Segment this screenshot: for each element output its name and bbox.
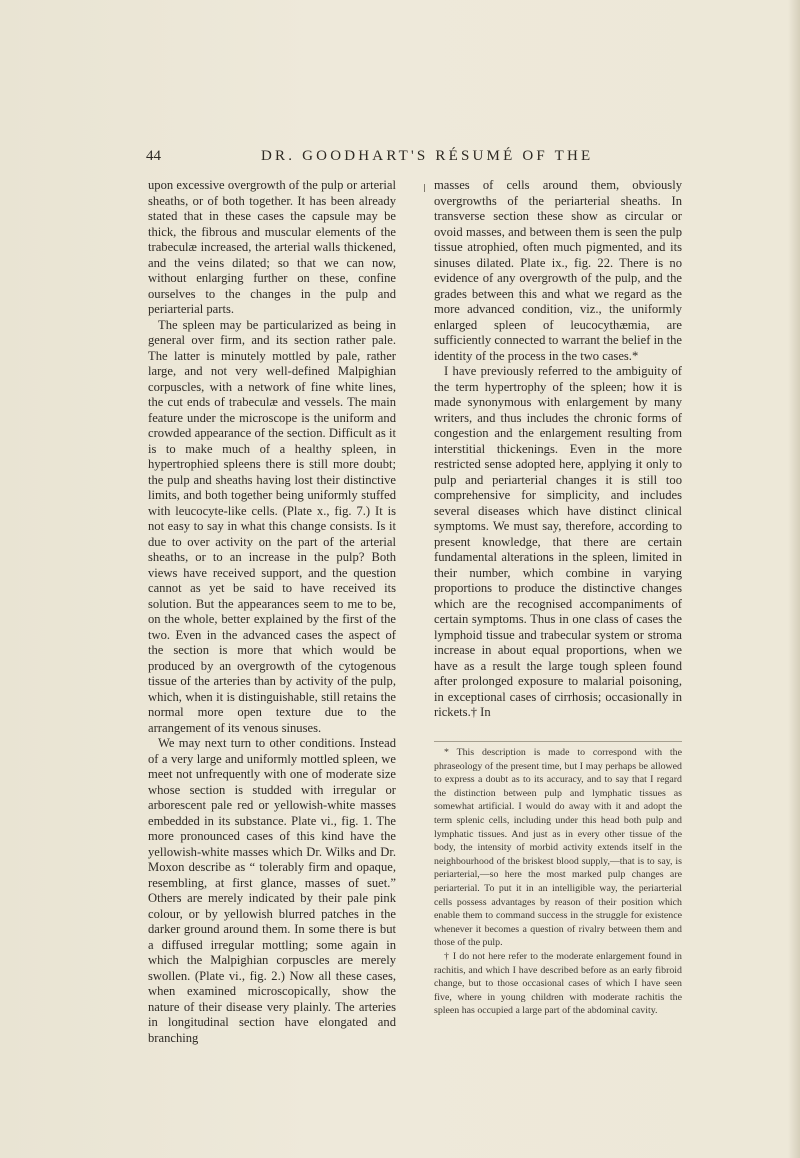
page-number: 44 xyxy=(146,148,161,164)
paragraph: The spleen may be particularized as being in general over firm, and its section rather pale. The latter is minutely mottled by pale, rather large, and not very well-defined Malpighian corpuscles, with a network of fine white lines, the cut ends of trabeculæ and vessels. The main feature under the microscope is the uniform and crowded appearance of the section. Difficult as it is to make much of a healthy spleen, in hypertrophied spleens there is still more doubt; the pulp and sheaths having lost their distinctive limits, and both together being uniformly stuffed with leucocyte-like cells. (Plate x., fig. 7.) It is not easy to say in what this change consists. Is it due to over activity on the part of the arterial sheaths, or to an increase in the pulp? Both views have received support, and the question cannot as yet be said to have received its solution. But the appearances seem to me to be, on the whole, better explained by the first of the two. Even in the advanced cases the aspect of the section is more that which would be produced by an overgrowth of the cytogenous tissue of the arteries than by activity of the pulp, which, when it is distinguishable, still retains the normal more open texture due to the arrangement of its venous sinuses. xyxy=(148,317,396,735)
paragraph: upon excessive overgrowth of the pulp or arterial sheaths, or of both together. It has been already stated that in these cases the capsule may be thick, the fibrous and muscular elements of the trabeculæ increased, the arterial walls thickened, and the veins dilated; so that we can now, without enlarging further on these, confine ourselves to the changes in the pulp and periarterial parts. xyxy=(148,178,396,316)
footnotes xyxy=(434,746,682,1018)
left-column xyxy=(148,178,396,1046)
paragraph: I have previously referred to the ambiguity of the term hypertrophy of the spleen; how it is made synonymous with enlargement by many writers, and thus includes the chronic forms of congestion and the enlargement resulting from interstitial thickenings. Even in the more restricted sense adopted here, applying it only to pulp and periarterial changes it is still too comprehensive for simplicity, and includes several diseases which have distinct clinical symptoms. We must say, therefore, according to present knowledge, that there are certain fundamental alterations in the spleen, limited in their number, which combine in varying proportions to produce the distinctive changes which are the recognised accompaniments of certain symptoms. Thus in one class of cases the lymphoid tissue and trabecular system or stroma increase in about equal proportions, when we have as a result the large tough spleen found after prolonged exposure to malarial poisoning, in exceptional cases of cirrhosis; occasionally in rickets.† In xyxy=(434,364,682,719)
running-title: DR. GOODHART'S RÉSUMÉ OF THE xyxy=(261,148,594,164)
paragraph: masses of cells around them, obviously overgrowths of the periarterial sheaths. In transverse section these show as circular or ovoid masses, and between them is seen the pulp tissue atrophied, often much pigmented, and its sinuses dilated. Plate ix., fig. 22. There is no evidence of any overgrowth of the pulp, and the grades between this and what we regard as the more advanced condition, viz., the uniformly enlarged spleen of leucocythæmia, are sufficiently connected to warrant the belief in the identity of the process in the two cases.* xyxy=(434,178,682,363)
page-edge-shadow xyxy=(788,0,800,1158)
footnote: † I do not here refer to the moderate enlargement found in rachitis, and which I have described before as an early fibroid change, but to those occasional cases of which I have seen five, where in young children with moderate rachitis the spleen has occupied a large part of the abdominal cavity. xyxy=(434,950,682,1017)
paragraph: We may next turn to other conditions. Instead of a very large and uniformly mottled spleen, we meet not unfrequently with one of moderate size whose section is studded with irregular or arborescent pale red or yellowish-white masses embedded in its substance. Plate vi., fig. 1. The more pronounced cases of this kind have the yellowish-white masses which Dr. Wilks and Dr. Moxon describe as “ tolerably firm and opaque, resembling, at first glance, masses of suet.” Others are merely indicated by their pale pink colour, or by yellowish blurred patches in the darker ground around them. In some there is but a diffused irregular mottling; some again in which the Malpighian corpuscles are merely swollen. (Plate vi., fig. 2.) Now all these cases, when examined microscopically, show the nature of their disease very plainly. The arteries in longitudinal section have elongated and branching xyxy=(148,736,396,1045)
right-column xyxy=(434,178,682,721)
footnote-rule xyxy=(434,741,682,742)
running-header xyxy=(0,148,800,168)
column-divider-mark xyxy=(424,184,425,192)
footnote: * This description is made to correspond with the phraseology of the present time, but I may perhaps be allowed to express a doubt as to its accuracy, and to say that I regard the distinction between pulp and lymphatic tissues as somewhat artificial. I would do away with it and adopt the term splenic cells, including under this head both pulp and lymphatic tissues. And just as in every other tissue of the body, the intensity of morbid activity extends itself in the neighbourhood of the briskest blood supply,—that is to say, is periarterial,—so here the most marked pulp changes are periarterial. To put it in an intelligible way, the periarterial cells possess advantages by reason of their position which enable them to command success in the struggle for existence whenever it becomes a question of rivalry between them and those of the pulp. xyxy=(434,747,682,949)
